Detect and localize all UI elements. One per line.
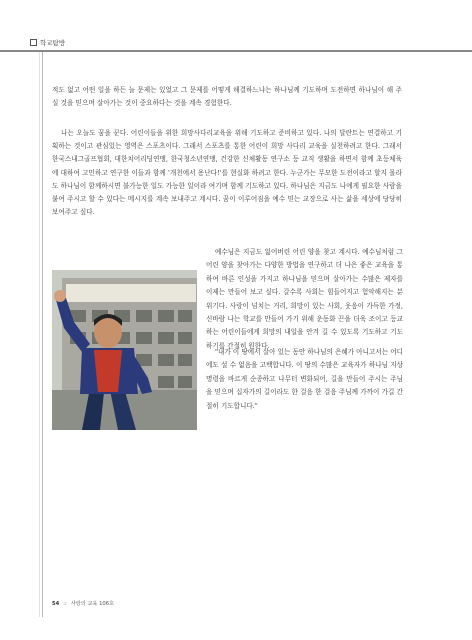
page-footer (52, 600, 114, 607)
paragraph-1: 적도 없고 어떤 일을 하든 늘 문제는 있었고 그 문제를 어떻게 해결하느냐는 하나님께 기도하며 도전하면 하나님이 해 주실 것을 믿으며 살아가는 것이 중요하다는 것을 계속 경험한다. (52, 86, 402, 108)
footer-separator: :: (63, 600, 67, 607)
section-tab (30, 36, 65, 48)
section-label: 학교탐방 (40, 38, 66, 47)
page-number: 54 (52, 600, 60, 607)
margin-rule (42, 52, 43, 617)
checkbox-square-icon (30, 39, 37, 46)
paragraph-3: 예수님은 지금도 잃어버린 어린 양을 찾고 계시다. 예수님처럼 그 어린 양을 찾아가는 다양한 방법을 연구하고 더 나은 좋은 교육을 통하여 바른 인성을 가지고 하나님을 믿으며 살아가는 수많은 제자를 이제는 만들어 보고 싶다. 갈수록 사회는 힘들어지고 험악해지는 분위기다. 사랑이 넘치는 거리, 희망이 있는 사회, 웃음이 가득한 가정, 신바람 나는 학교를 만들어 가기 위해 운동화 끈을 더욱 조이고 등교하는 어린이들에게 희망의 내일을 안겨 길 수 있도록 기도하고 기도하기를 간절히 원한다. (206, 248, 403, 350)
paragraph-4-quote: "내가 이 땅에서 살아 있는 동안 하나님의 은혜가 아니고서는 어디에도 설 수 없음을 고백합니다. 이 땅의 수많은 교육자가 하나님 지상명령을 바르게 순종하고 나무터 변화되어, 길을 만들어 주시는 주님을 믿으며 십자가의 길이라도 한 걸음 한 걸음 주님께 가까이 가길 간절히 기도합니다." (206, 348, 403, 410)
header-rule (0, 50, 472, 52)
margin-rule-light (39, 52, 40, 617)
publication-name: 사랑의 교육 106호 (70, 601, 115, 607)
principal-photo (52, 270, 197, 430)
page-header (0, 0, 472, 55)
paragraph-2: 나는 오늘도 꿈을 꾼다. 어린이들을 위한 희망사다리교육을 위해 기도하고 준비하고 있다. 나의 달란트는 연결하고 기획하는 것이고 관심있는 영역은 스포츠이다. 그래서 스포츠를 통한 어린이 희망 사다리 교육을 실천하려고 한다. 그래서 한국스내그골프협회, 대한치어리딩연맹, 한국청소년연맹, 건강한 신체활동 연구소 등 교직 생활을 하면서 함께 초등체육에 대하여 고민하고 연구한 이들과 함께 '개천에서 용난다!'를 현실화 하려고 한다. 누군가는 무모한 도전이라고 할지 몰라도 하나님이 함께하시면 불가능한 일도 가능한 일이라 여기며 함께 기도하고 있다. 하나님은 지금도 나에게 필요한 사람을 붙여 주시고 할 수 있다는 메시지를 계속 보내주고 계시다. 꿈이 이루어짐을 예수 믿는 교장으로 사는 삶을 세상에 당당히 보여주고 싶다. (52, 129, 402, 217)
